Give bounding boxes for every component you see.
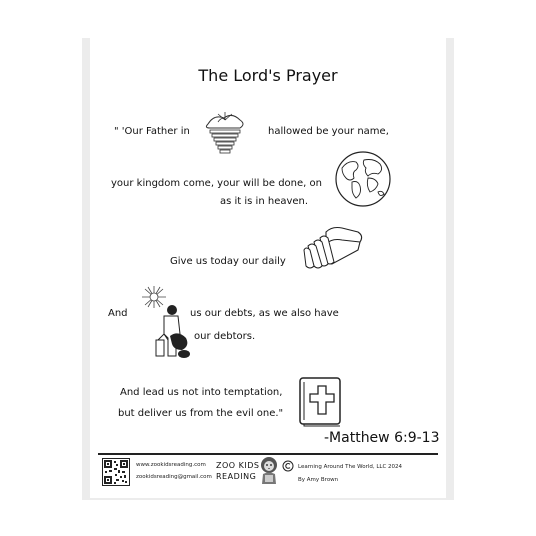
forgiving-figure-icon bbox=[134, 284, 194, 360]
lion-mascot-icon bbox=[258, 456, 280, 486]
worksheet-page bbox=[90, 38, 446, 498]
prayer-line-7: And lead us not into temptation, bbox=[120, 387, 283, 398]
copyright-text: Learning Around The World, LLC 2024 bbox=[298, 464, 403, 470]
page-title: The Lord's Prayer bbox=[198, 66, 338, 85]
prayer-line-1b: hallowed be your name, bbox=[268, 126, 389, 137]
author-text: By Amy Brown bbox=[298, 477, 339, 483]
brand-line-2: READING bbox=[216, 472, 257, 481]
bible-icon bbox=[298, 376, 344, 428]
prayer-line-1a: " 'Our Father in bbox=[114, 126, 190, 137]
prayer-line-8: but deliver us from the evil one." bbox=[118, 408, 284, 419]
scripture-reference: -Matthew 6:9-13 bbox=[324, 430, 440, 446]
brand-line-1: ZOO KIDS bbox=[216, 461, 260, 470]
website-text: www.zookidsreading.com bbox=[136, 462, 206, 468]
prayer-line-5a: And bbox=[108, 308, 128, 319]
prayer-line-4: Give us today our daily bbox=[170, 256, 286, 267]
globe-icon bbox=[334, 150, 392, 208]
footer-divider bbox=[98, 453, 438, 455]
prayer-line-2: your kingdom come, your will be done, on bbox=[111, 178, 322, 189]
prayer-line-3: as it is in heaven. bbox=[220, 196, 309, 207]
prayer-line-6: our debtors. bbox=[194, 331, 256, 342]
heaven-steps-icon bbox=[202, 110, 248, 154]
qr-code-icon bbox=[102, 458, 130, 486]
prayer-line-5b: us our debts, as we also have bbox=[190, 308, 339, 319]
bread-loaf-icon bbox=[302, 224, 364, 270]
email-text: zookidsreading@gmail.com bbox=[136, 474, 212, 480]
copyright-icon bbox=[282, 460, 294, 472]
